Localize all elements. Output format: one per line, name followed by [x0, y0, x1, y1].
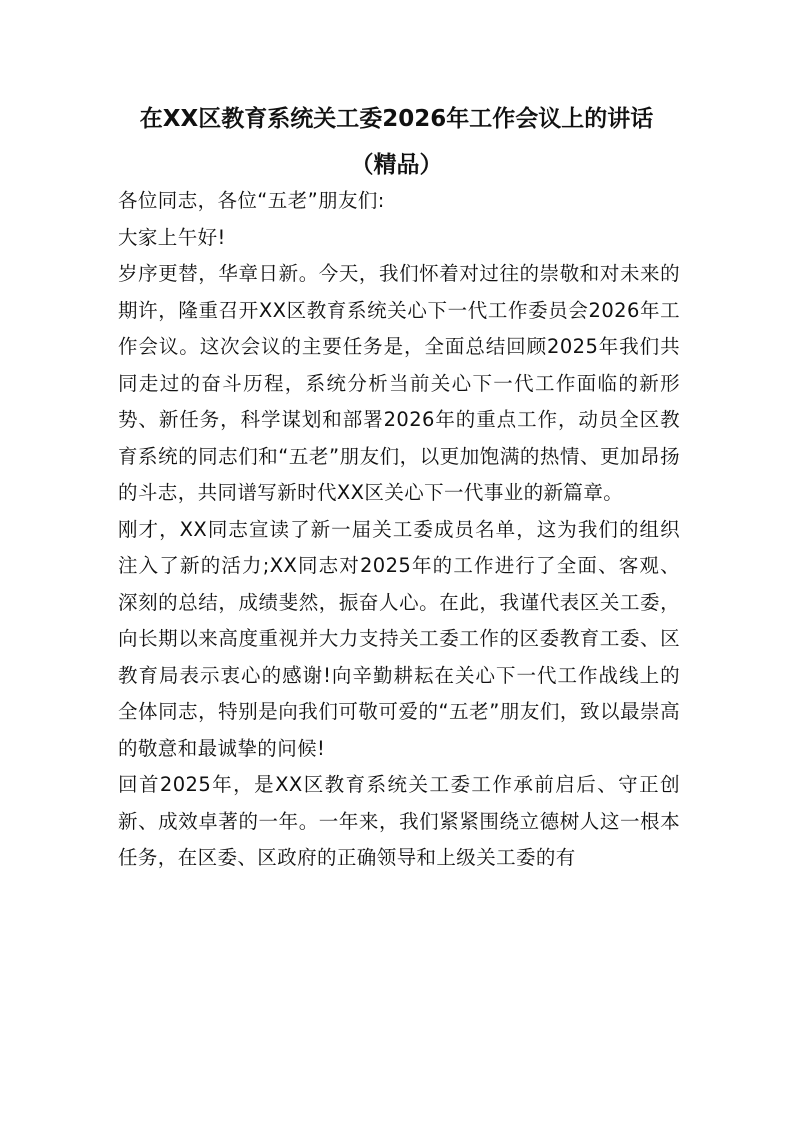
salutation: 各位同志，各位“五老”朋友们: [118, 189, 385, 212]
greeting: 大家上午好! [118, 225, 226, 249]
title-line-2: （精品） [350, 152, 443, 178]
document-title [100, 96, 693, 188]
paragraph-thanks: 刚才，XX同志宣读了新一届关工委成员名单，这为我们的组织注入了新的活力;XX同志对2025年的工作进行了全面、客观、深刻的总结，成绩斐然，振奋人心。在此，我谨代表区关工委，向长期以来高度重视并大力支持关工委工作的区委教育工委、区教育局表示衷心的感谢!向辛勤耕耘在关心下一代工作战线上的全体同志，特别是向我们可敬可爱的“五老”朋友们，致以最崇高的敬意和最诚挚的问候! [118, 517, 680, 760]
document-body [118, 183, 680, 877]
paragraph-review: 回首2025年，是XX区教育系统关工委工作承前启后、守正创新、成效卓著的一年。一年来，我们紧紧围绕立德树人这一根本任务，在区委、区政府的正确领导和上级关工委的有 [118, 773, 680, 869]
title-line-1: 在XX区教育系统关工委2026年工作会议上的讲话 [139, 106, 654, 132]
paragraph-opening: 岁序更替，华章日新。今天，我们怀着对过往的崇敬和对未来的期许，隆重召开XX区教育系统关心下一代工作委员会2026年工作会议。这次会议的主要任务是，全面总结回顾2025年我们共同走过的奋斗历程，系统分析当前关心下一代工作面临的新形势、新任务，科学谋划和部署2026年的重点工作，动员全区教育系统的同志们和“五老”朋友们，以更加饱满的热情、更加昂扬的斗志，共同谱写新时代XX区关心下一代事业的新篇章。 [118, 262, 680, 504]
